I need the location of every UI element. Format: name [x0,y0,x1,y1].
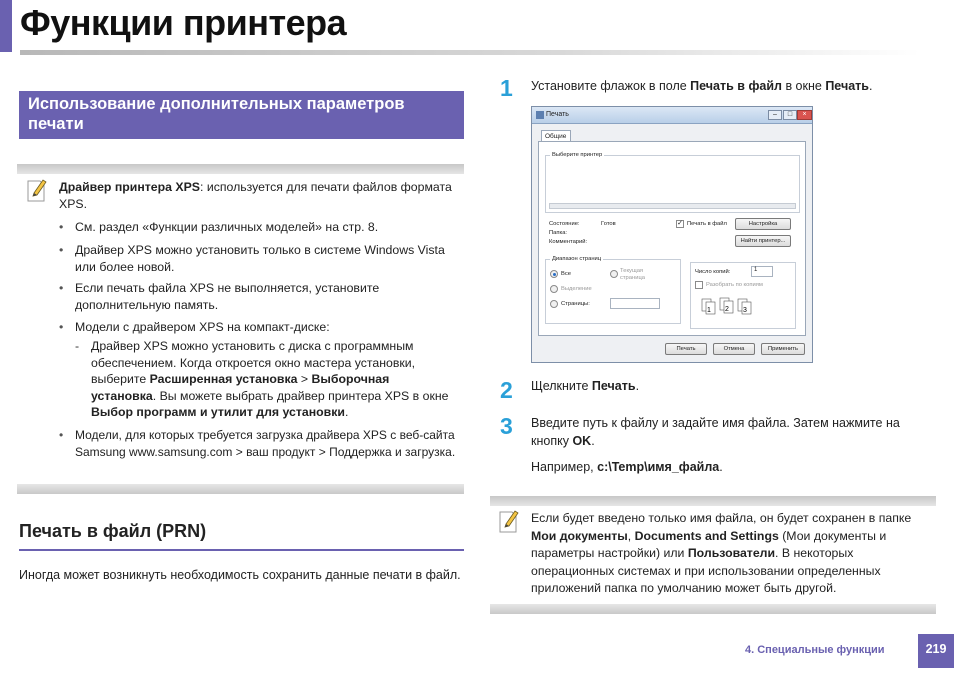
sub-text-4: . [344,405,349,419]
page-title: Функции принтера [20,2,347,43]
step-3-example [531,458,936,476]
print-dialog [531,106,813,363]
current-page-radio[interactable] [610,270,618,278]
step3-b1: OK [572,434,592,448]
status-value: Готов [601,221,616,227]
apply-button[interactable]: Применить [761,343,805,355]
step3-t2: . [591,434,595,448]
sub-bold-2: Выборочная установка [91,372,390,403]
sub-text-2: > [297,372,312,386]
step-1-number: 1 [500,75,513,101]
step1-b2: Печать [825,79,869,93]
footer-chapter: 4. Специальные функции [745,644,885,656]
step2-t2: . [635,379,640,393]
note1-bullet-2: • Драйвер XPS можно установить только в системе Windows Vista или более новой. [75,242,465,275]
step-2-number: 2 [500,377,513,403]
copies-label: Число копий: [695,269,731,275]
copies-group [690,262,796,329]
step-3-text [531,414,939,450]
print-to-file-checkbox[interactable]: ✓ [677,220,683,227]
comment-label: Комментарий: [549,239,588,245]
section-heading: Использование дополнительных параметров печати [19,91,464,139]
note1-sub-item [91,338,451,421]
step-1-text [531,77,936,95]
copies-input[interactable] [751,266,773,277]
dialog-titlebar [532,107,812,124]
step2-b1: Печать [591,379,636,393]
all-pages-label: Все [561,271,571,277]
note1-lead [59,179,464,212]
note-top-band [17,164,464,174]
printer-icon [536,111,544,119]
tab-general[interactable]: Общие [541,130,571,142]
note2-t3: (Мои документы и параметры настройки) или [531,528,887,560]
note2-b2: Documents and Settings [634,528,779,543]
step1-t1: Установите флажок в поле [531,79,691,93]
page-range-label: Диапазон страниц [552,256,602,262]
collate-pages-icon [701,295,761,317]
sub-text-1: Драйвер XPS можно установить с диска с программным обеспечением. Когда откроется окно мастера установки, выберите [91,339,416,386]
example-end: . [719,460,723,474]
close-icon[interactable]: × [797,110,812,120]
collate-checkbox[interactable] [695,281,703,289]
note1-bullet-1: • См. раздел «Функции различных моделей» на стр. 8. [75,219,463,236]
step1-t2: в окне [781,79,826,93]
cancel-button[interactable]: Отмена [713,343,755,355]
note2-b1: Мои документы [531,528,628,543]
minimize-icon[interactable]: – [768,110,782,120]
pages-radio[interactable] [550,300,558,308]
select-printer-label: Выберите принтер [552,152,603,158]
note1-bullet-3: • Если печать файла XPS не выполняется, установите дополнительную память. [75,280,463,313]
note2-text [531,510,936,598]
step3-t1: Введите путь к файлу и задайте имя файла. Затем нажмите на кнопку [531,416,900,448]
note2-t2: , [627,528,635,543]
pages-label: Страницы: [561,301,590,307]
preferences-button[interactable]: Настройка [735,218,791,230]
page-range-group [545,256,681,324]
note-bottom-band [17,484,464,494]
prn-heading: Печать в файл (PRN) [19,521,207,541]
sub-bold-3: Выбор программ и утилит для установки [91,405,345,419]
note1-bullet-5: • Модели, для которых требуется загрузка драйвера XPS с веб-сайта Samsung www.samsung.com > ваш продукт > Поддержка и загрузка. [75,427,465,460]
copies-value: 1 [754,267,758,273]
dialog-panel [538,141,806,336]
example-path: c:\Temp\имя_файла [597,460,720,474]
selection-label: Выделение [561,286,592,292]
note1-lead-bold: Драйвер принтера XPS [59,180,200,194]
note2-t1: Если будет введено только имя файла, он будет сохранен в папке [531,511,912,525]
step1-t3: . [868,79,873,93]
printer-list-scrollbar[interactable] [549,203,796,209]
selection-radio[interactable] [550,285,558,293]
print-button[interactable]: Печать [665,343,707,355]
prn-body: Иногда может возникнуть необходимость сохранить данные печати в файл. [19,568,461,582]
location-label: Папка: [549,230,568,236]
sub-text-3: . Вы можете выбрать драйвер принтера XPS в окне [152,388,449,403]
step2-t1: Щелкните [531,379,592,393]
all-pages-radio[interactable] [550,270,558,278]
note2-pencil-icon [497,508,519,534]
svg-text:1: 1 [707,307,711,314]
note2-t4: . В некоторых операционных системах и при использовании определенных приложений папка по умолчанию может быть другой. [531,546,881,595]
step-3-number: 3 [500,413,513,439]
pages-input[interactable] [610,298,660,309]
dialog-title: Печать [546,111,569,118]
note2-bottom-band [490,604,936,614]
print-to-file-label: Печать в файл [687,221,727,227]
collate-label: Разобрать по копиям [706,282,763,288]
note1-lead-text: : используется для печати файлов формата XPS. [59,180,452,211]
current-page-label: Текущая страница [620,268,645,281]
printer-list-group [545,152,800,213]
note2-b3: Пользователи [687,546,776,560]
note2-top-band [490,496,936,506]
note1-bullet-4: • Модели с драйвером XPS на компакт-диске: [75,319,463,336]
prn-heading-rule [19,549,464,551]
sub-bold-1: Расширенная установка [149,372,298,386]
title-accent-bar [0,0,12,52]
example-label: Например, [531,460,598,474]
title-divider [20,50,920,55]
status-label: Состояние: [549,221,580,227]
step1-b1: Печать в файл [690,79,782,93]
svg-text:2: 2 [725,306,729,313]
find-printer-button[interactable]: Найти принтер... [735,235,791,247]
maximize-icon[interactable]: □ [783,110,797,120]
page-number: 219 [918,634,954,668]
note-pencil-icon [25,177,47,203]
svg-text:3: 3 [743,307,747,314]
step-2-text [531,377,936,395]
